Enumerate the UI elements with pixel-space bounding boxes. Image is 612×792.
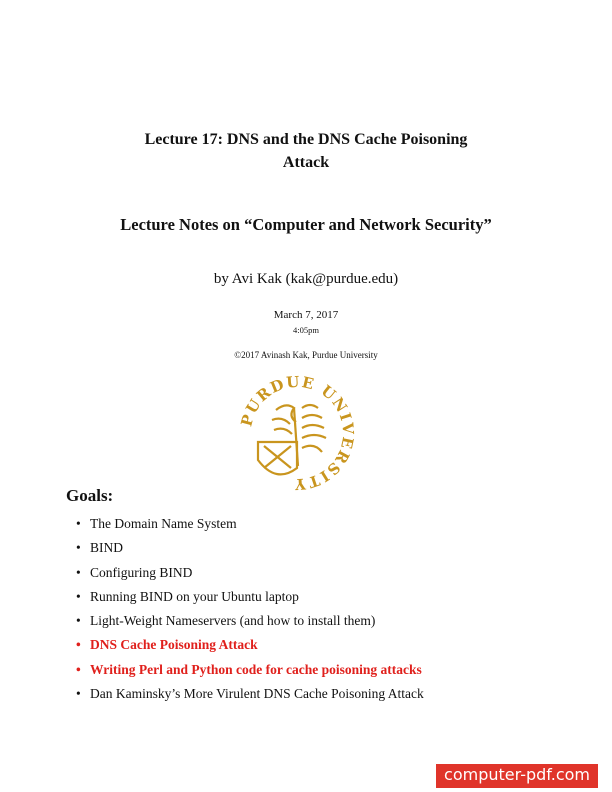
goal-item — [76, 563, 424, 587]
watermark[interactable]: computer-pdf.com — [436, 764, 598, 788]
lecture-subtitle: Lecture Notes on “Computer and Network Security” — [120, 215, 492, 234]
date-line: March 7, 2017 — [273, 309, 339, 321]
bullet-icon: • — [76, 564, 81, 580]
goal-item-text: DNS Cache Poisoning Attack — [90, 637, 258, 653]
bullet-icon: • — [76, 661, 81, 677]
goal-item — [76, 660, 424, 684]
goal-item-text: Running BIND on your Ubuntu laptop — [90, 588, 299, 604]
bullet-icon: • — [76, 516, 81, 531]
goal-item-text: Dan Kaminsky’s More Virulent DNS Cache Poisoning Attack — [90, 686, 424, 702]
goal-item-text: Writing Perl and Python code for cache poisoning attacks — [90, 661, 422, 677]
goal-item-text: The Domain Name System — [90, 516, 237, 531]
goal-item — [76, 684, 424, 708]
seal-text: PURDUE UNIVERSITY — [237, 372, 358, 494]
author-line: by Avi Kak (kak@purdue.edu) — [213, 271, 399, 287]
bullet-icon: • — [76, 686, 81, 702]
goal-item — [76, 611, 424, 635]
goal-item — [76, 538, 424, 562]
goal-item-text: Configuring BIND — [90, 564, 193, 580]
lecture-title-line-1: Lecture 17: DNS and the DNS Cache Poisoning — [144, 131, 468, 148]
goal-item — [76, 514, 424, 538]
copyright-line: ©2017 Avinash Kak, Purdue University — [234, 350, 378, 360]
goal-item — [76, 635, 424, 659]
svg-text:PURDUE UNIVERSITY — [237, 373, 357, 494]
bullet-icon: • — [76, 613, 81, 629]
goals-heading: Goals: — [66, 486, 114, 505]
goals-list — [76, 514, 424, 708]
purdue-seal-icon — [236, 372, 358, 494]
time-line: 4:05pm — [293, 325, 319, 335]
goal-item-text: Light-Weight Nameservers (and how to install them) — [90, 613, 376, 629]
lecture-title — [60, 128, 552, 174]
goal-item — [76, 587, 424, 611]
bullet-icon: • — [76, 540, 81, 556]
goal-item-text: BIND — [90, 540, 123, 556]
bullet-icon: • — [76, 588, 81, 604]
lecture-title-line-2: Attack — [282, 154, 330, 171]
bullet-icon: • — [76, 637, 81, 653]
